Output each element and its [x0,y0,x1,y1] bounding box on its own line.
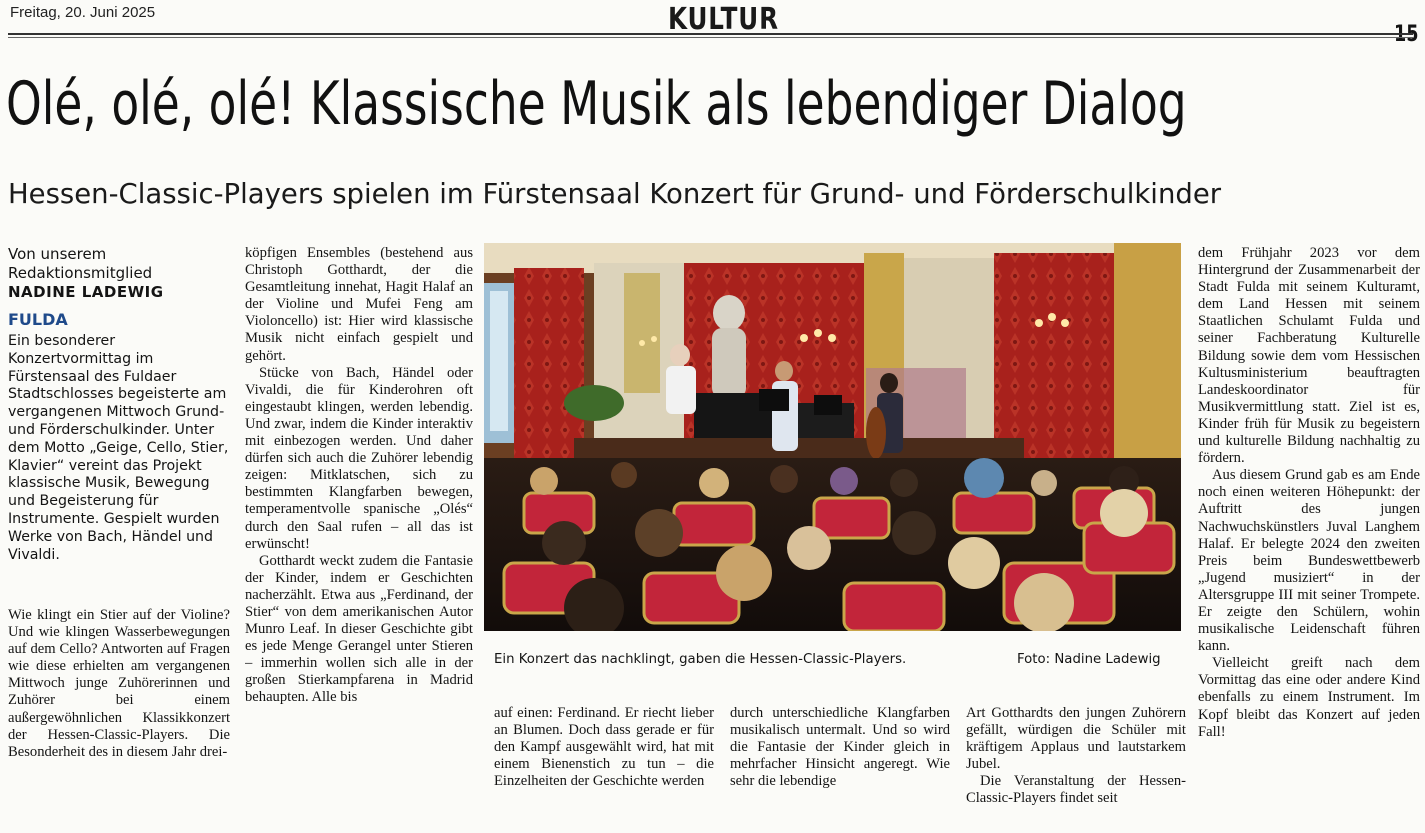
col4-paragraph: durch unterschiedliche Klangfarben musikalisch untermalt. Und so wird die Fantasie der Kinder gleich in mehrfacher Hinsicht angeregt. Wie sehr die lebendige [730,705,950,790]
photo-credit: Foto: Nadine Ladewig [1017,652,1161,667]
byline [8,245,230,302]
lead-paragraph: Ein besonderer Konzertvormittag im Fürstensaal des Fuldaer Stadtschlosses begeisterte am vergangenen Mittwoch Grund- und Förderschulkinder. Unter dem Motto „Geige, Cello, Stier, Klavier“ vereint das Projekt klassische Musik, Bewegung und Begeisterung für Instrumente. Gespielt wurden Werke von Bach, Händel und Vivaldi. [8,333,229,563]
col6-paragraph-3: Vielleicht greift nach dem Vormittag das eine oder andere Kind ebenfalls zu einem Instrument. Im Kopf bleibt das Konzert auf jeden Fall! [1198,655,1420,740]
byline-intro: Von unserem [8,245,107,263]
article-headline: Olé, olé, olé! Klassische Musik als lebendiger Dialog [6,69,1187,139]
section-title: KULTUR [668,2,779,37]
byline-intro-2: Redaktionsmitglied [8,264,153,282]
issue-date: Freitag, 20. Juni 2025 [10,4,156,21]
dateline: FULDA [8,310,68,329]
col3-paragraph: auf einen: Ferdinand. Er riecht lieber an Blumen. Doch dass gerade er für den Kampf ausgewählt wird, hat mit einem Bienenstich zu tun – die Einzelheiten der Geschichte werden [494,705,714,790]
column-6 [1198,245,1420,833]
col6-paragraph-1: dem Frühjahr 2023 vor dem Hintergrund der Zusammenarbeit der Stadt Fulda mit seinem Kulturamt, dem Land Hessen mit seinem Staatlichen Schulamt Fulda und seiner Fachberatung Kulturelle Bildung sowie dem vom Hessischen Kultusministerium beauftragten Landeskoordinator für Musikvermittlung statt. Ziel ist es, Kinder früh für Musik zu begeistern und kulturelle Bildung nachhaltig zu fördern. [1198,245,1420,467]
col5-paragraph-2: Die Veranstaltung der Hessen-Classic-Players findet seit [966,773,1186,807]
col1-body [8,607,230,761]
article-subheadline: Hessen-Classic-Players spielen im Fürstensaal Konzert für Grund- und Förderschulkinder [8,178,1222,210]
col2-paragraph-3: Gotthardt weckt zudem die Fantasie der Kinder, indem er Geschichten nacherzählt. Etwa aus „Ferdinand, der Stier“ von dem amerikanischen Autor Munro Leaf. In dieser Geschichte gibt es jede Menge Gerangel unter Stieren – immerhin wollen sich alle in der großen Stierkampfarena in Madrid behaupten. Alle bis [245,552,473,706]
photo-caption: Ein Konzert das nachklingt, gaben die Hessen-Classic-Players. [494,652,907,667]
col2-paragraph-2: Stücke von Bach, Händel oder Vivaldi, die für Kinderohren oft eingestaubt klingen, werden lebendig. Und zwar, indem die Kinder interaktiv mit einbezogen werden. Und daher dürfen sich auch die Zuhörer lebendig zeigen: Mitklatschen, sich zu bestimmten Klangfarben bewegen, temperamentvolle spanische „Olés“ durch den Saal rufen – all das ist erwünscht! [245,364,473,552]
author-name: NADINE LADEWIG [8,283,164,301]
col5-paragraph-1: Art Gotthardts den jungen Zuhörern gefällt, würdigen die Schüler mit kräftigem Applaus und lautstarkem Jubel. [966,705,1186,773]
concert-photo [484,243,1181,631]
header-rule [8,33,1413,35]
page-number: 15 [1394,22,1419,47]
column-5 [966,705,1186,833]
col2-paragraph-1: köpfigen Ensembles (bestehend aus Christoph Gotthardt, der die Gesamtleitung innehat, Hagit Halaf an der Violine und Mufei Feng am Violoncello) ist: Hier wird klassische Musik nicht einfach gespielt und gehört. [245,245,473,364]
column-3 [494,705,714,833]
header-rule-thin [8,37,1413,38]
column-1 [8,245,230,830]
col1-body-paragraph: Wie klingt ein Stier auf der Violine? Und wie klingen Wasserbewegungen auf dem Cello? Antworten auf Fragen wie diese erhielten am vergangenen Mittwoch junge Zuhörerinnen und Zuhörer bei einem außergewöhnlichen Klassikkonzert der Hessen-Classic-Players. Die Besonderheit des in diesem Jahr drei- [8,607,230,760]
column-4 [730,705,950,833]
column-2 [245,245,473,830]
col6-paragraph-2: Aus diesem Grund gab es am Ende noch einen weiteren Höhepunkt: der Auftritt des jungen Nachwuchskünstlers Juval Langhem Halaf. Er belegte 2024 den zweiten Preis beim Bundeswettbewerb „Jugend musiziert“ in der Altersgruppe III mit seiner Trompete. Er zeigte den Schülern, wohin musikalische Leidenschaft führen kann. [1198,467,1420,655]
